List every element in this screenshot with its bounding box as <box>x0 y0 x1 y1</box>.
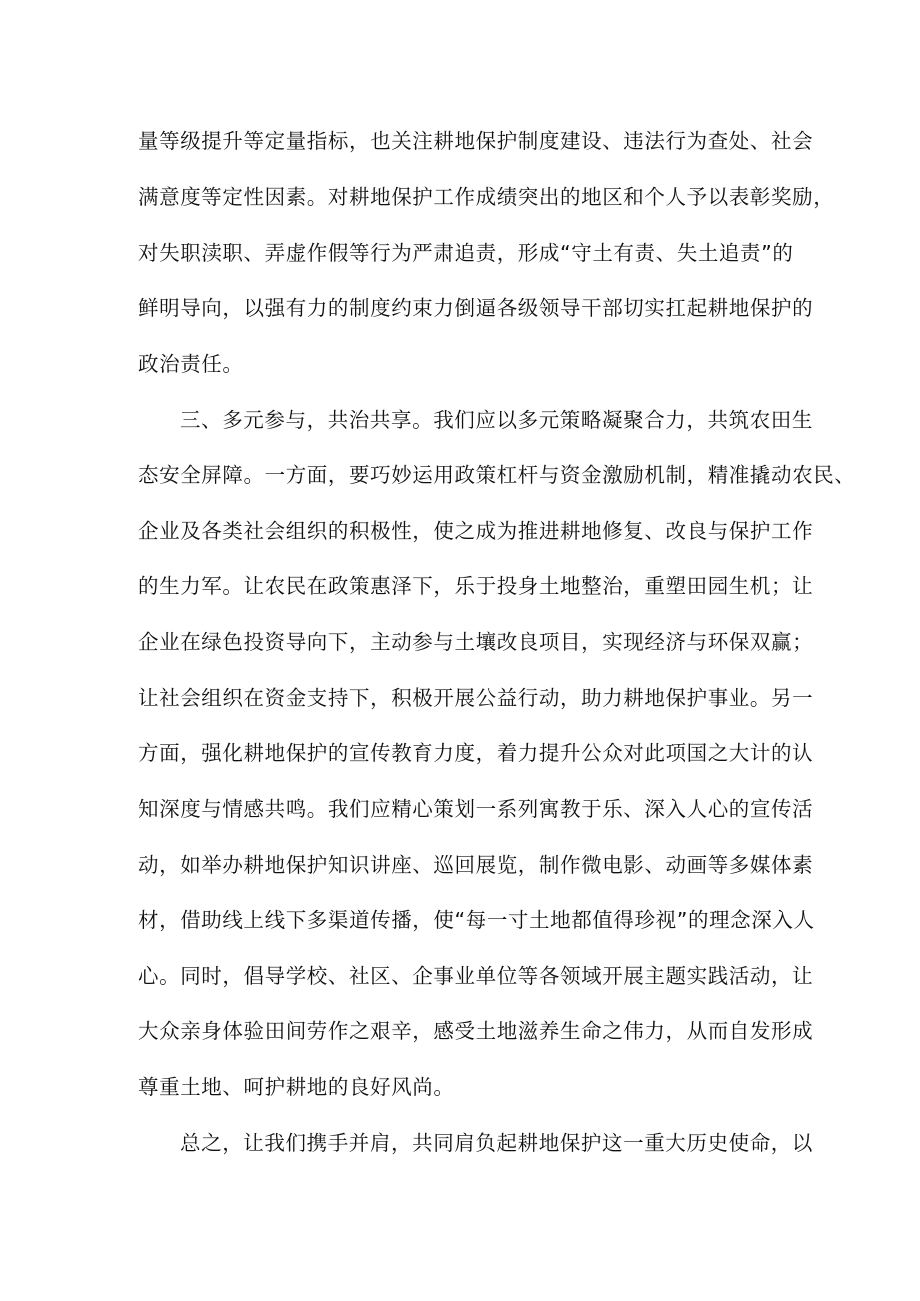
text-line: 量等级提升等定量指标，也关注耕地保护制度建设、违法行为查处、社会 <box>138 129 814 153</box>
text-line: 鲜明导向，以强有力的制度约束力倒逼各级领导干部切实扛起耕地保护的 <box>138 296 814 320</box>
text-line: 材，借助线上线下多渠道传播，使“每一寸土地都值得珍视”的理念深入人 <box>138 908 815 932</box>
text-line: 的生力军。让农民在政策惠泽下，乐于投身土地整治，重塑田园生机；让 <box>138 574 814 598</box>
text-line: 对失职渎职、弄虚作假等行为严肃追责，形成“守土有责、失土追责”的 <box>138 241 794 265</box>
text-line: 大众亲身体验田间劳作之艰辛，感受土地滋养生命之伟力，从而自发形成 <box>138 1019 814 1043</box>
text-line: 让社会组织在资金支持下，积极开展公益行动，助力耕地保护事业。另一 <box>138 686 814 710</box>
text-line: 心。同时，倡导学校、社区、企事业单位等各领域开展主题实践活动，让 <box>138 964 814 988</box>
text-line: 三、多元参与，共治共享。我们应以多元策略凝聚合力，共筑农田生 <box>180 408 813 432</box>
text-line: 动，如举办耕地保护知识讲座、巡回展览，制作微电影、动画等多媒体素 <box>138 853 814 877</box>
text-line: 企业在绿色投资导向下，主动参与土壤改良项目，实现经济与环保双赢； <box>138 630 814 654</box>
text-line: 总之，让我们携手并肩，共同肩负起耕地保护这一重大历史使命，以 <box>180 1131 813 1155</box>
text-line: 政治责任。 <box>138 352 244 376</box>
text-line: 方面，强化耕地保护的宣传教育力度，着力提升公众对此项国之大计的认 <box>138 741 814 765</box>
text-line: 企业及各类社会组织的积极性，使之成为推进耕地修复、改良与保护工作 <box>138 519 814 543</box>
text-line: 满意度等定性因素。对耕地保护工作成绩突出的地区和个人予以表彰奖励， <box>138 185 835 209</box>
text-line: 态安全屏障。一方面，要巧妙运用政策杠杆与资金激励机制，精准撬动农民、 <box>138 463 856 487</box>
text-line: 尊重土地、呵护耕地的良好风尚。 <box>138 1075 455 1099</box>
text-line: 知深度与情感共鸣。我们应精心策划一系列寓教于乐、深入人心的宣传活 <box>138 797 814 821</box>
